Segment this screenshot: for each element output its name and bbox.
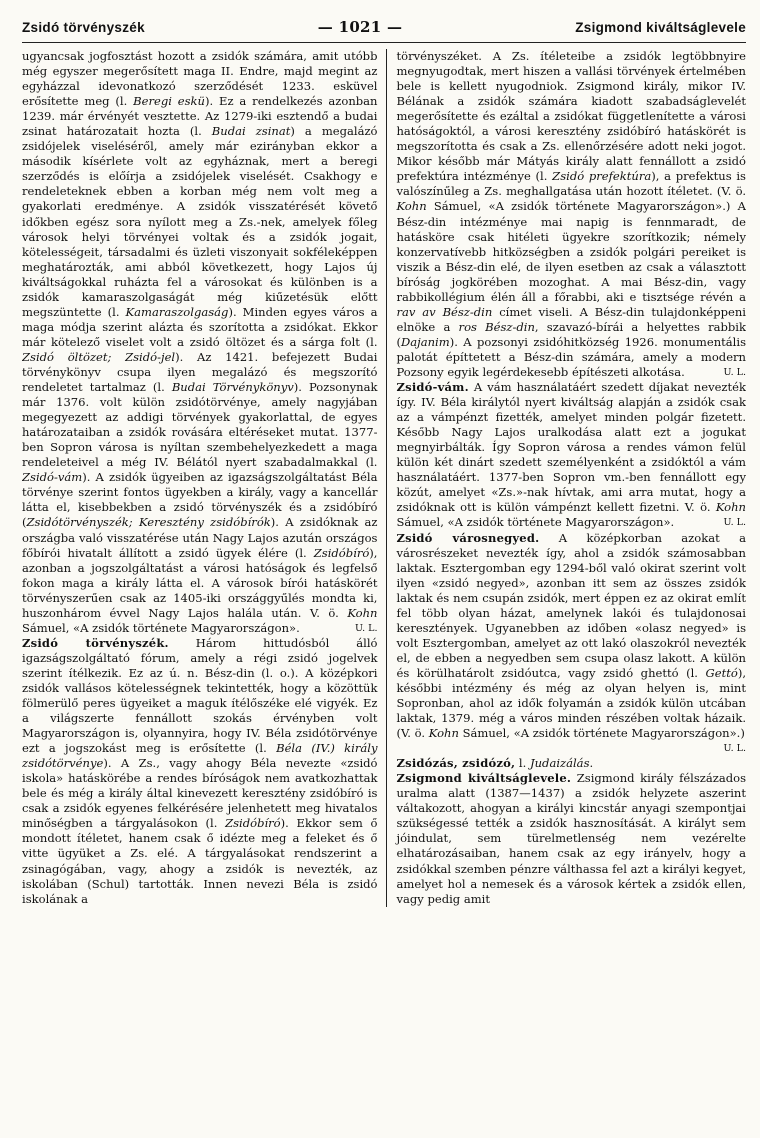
cross-reference: Zsidó öltözet; Zsidó-jel [22, 349, 176, 364]
entry-heading: Zsidózás, zsidózó, [396, 756, 516, 771]
cross-reference: Zsidótörvényszék; Keresztény zsidóbírók [26, 515, 271, 530]
cross-reference: Zsidóbíró [313, 545, 370, 560]
cross-reference: Zsidó-vám [22, 470, 83, 485]
cross-reference: rav av Bész-din [396, 304, 493, 319]
author-name: Kohn [347, 605, 378, 620]
author-signature: U. L. [354, 622, 378, 634]
cross-reference: Zsidó prefektúra [552, 169, 652, 184]
entry-heading: Zsidó-vám. [396, 380, 469, 395]
cross-reference: Budai Törvénykönyv [171, 380, 294, 395]
author-signature: U. L. [723, 743, 746, 755]
entry-continuation: törvényszéket. A Zs. ítéleteibe a zsidók legtöbbnyire megnyugodtak, mert hiszen a vallási törvények értelmében bele is kellett nyugodniok. Zsigmond király, mikor IV. Bélának a zsidók számára kiadott szabadságlevelét megerősítette és ezáltal a zsidókat függetlenítette a városi hatóságoktól, a városi keresztény zsidóbíró hatáskörét is megszorította és csak a Zs. ellenőrzésére adott neki jogot. Mikor később már Mátyás király alatt fennállott a zsidó prefektúra intézménye (l. Zsidó prefektúra), a prefektus is valószínűleg a Zs. meghallgatása után hozott ítéletet. (V. ö. Kohn Sámuel, «A zsidók története Magyarországon».) A Bész-din intézménye mai napig is fennmaradt, de hatásköre csak hitéleti ügyekre szorítkozik; némely konzervatívebb hitközségben a zsidók polgári pereiket is viszik a Bész-din elé, de ilyen esetben az csak a választott bíróság jogkörében mozoghat. A mai Bész-din, vagy rabbikollégium élén áll a főrabbi, aki e tisztsége révén a rav av Bész-din címet viseli. A Bész-din tulajdonképpeni elnöke a ros Bész-din, szavazó-bírái a helyettes rabbik (Dajanim). A pozsonyi zsidóhitközség 1926. monumentális palotát építtetett a Bész-din számára, amely a modern Pozsony egyik legérdekesebb építészeti alkotása. U. L. [396, 49, 746, 379]
running-header [22, 18, 746, 43]
entry-continuation: ugyancsak jogfosztást hozott a zsidók számára, amit utóbb még egyszer megerősített maga II. Endre, majd megint az egyházzal idevonatkozó szerződését 1233. esküvel erősítette meg (l. Beregi eskü). Ez a rendelkezés azonban 1239. már érvényét vesztette. Az 1279-iki esztendő a budai zsinat határozatait hozta (l. Budai zsinat) a megalázó zsidójelek viseléséről, amely már ezirányban ekkor a második kísérlete volt az egyháznak, mert a beregi szerződés is előírja a zsidójelek viselését. Csakhogy e rendeleteknek ebben a korban még nem volt meg a gyakorlati eredménye. A zsidók visszatérését követő időkben egész sora nyílott meg a Zs.-nek, amelyek főleg városok helyi törvényei voltak és a zsidók jogait, kötelességeit, társadalmi és üzleti viszonyait sokféleképpen meghatározták, ami abból következett, hogy Lajos új kiváltságokkal ruházta fel a városokat és különben is a zsidók kamaraszolgaságát még kiűzetésük előtt megszüntette (l. Kamaraszolgaság). Minden egyes város a maga módja szerint alázta és szorította a zsidókat. Ekkor már kötelező viselet volt a zsidó öltözet és a sárga folt (l. Zsidó öltözet; Zsidó-jel). Az 1421. befejezett Budai törvénykönyv csupa ilyen megalázó és megszorító rendeletet tartalmaz (l. Budai Törvénykönyv). Pozsonynak már 1376. volt külön zsidótörvénye, amely nagyjában megegyezett az addigi törvények gyakorlattal, de egyes határozataiban a zsidók rovására eltéréseket mutat. 1377-ben Sopron városa is nyíltan szembehelyezkedett a maga rendeleteivel a még IV. Bélától nyert szabadalmakkal (l. Zsidó-vám). A zsidók ügyeiben az igazságszolgáltatást Béla törvénye szerint fontos ügyekben a király, vagy a kancellár látta el, kisebbekben a zsidó törvényszék és a zsidóbíró (Zsidótörvényszék; Keresztény zsidóbírók). A zsidóknak az országba való visszatérése után Nagy Lajos azután országos főbírói hivatalt állított a zsidó ügyek élére (l. Zsidóbíró), azonban a jogszolgáltatást a városi hatóságok és legfelső fokon maga a király látta el. A városok bírói hatáskörét törvényszerűen csak az 1405-iki országgyűlés mondta ki, huszonhárom évvel Nagy Lajos halála után. V. ö. Kohn Sámuel, «A zsidók története Magyarországon». U. L. [22, 49, 378, 635]
entry-zsidozas: Zsidózás, zsidózó, l. Judaizálás. [396, 756, 594, 771]
left-column [22, 49, 387, 907]
author-signature: U. L. [723, 366, 746, 378]
entry-zsigmond-kivaltsaglevele: Zsigmond kiváltságlevele. Zsigmond király félszázados uralma alatt (1387—1437) a zsidók helyzete aszerint váltakozott, ahogyan a királyi kincstár anyagi szempontjai szükségessé tették a zsidók hasznosítását. A királyt sem jóindulat, sem türelmetlenség nem vezérelte elhatározásaiban, hanem csak az egy irányelv, hogy a zsidókkal szemben pénzre válthassa fel azt a királyi kegyet, amelyet hol a nemesek és a városok kértek a zsidók ellen, vagy pedig amit [396, 771, 746, 906]
entry-heading: Zsidó törvényszék. [22, 635, 169, 650]
header-right-title: Zsigmond kiváltságlevele [575, 20, 746, 35]
cross-reference: Dajanim [401, 334, 450, 349]
entry-zsido-vam: Zsidó-vám. A vám használatáért szedett díjakat nevezték így. IV. Béla királytól nyert kiváltság alapján a zsidók csak az a vámpénzt fizették, amelyet minden polgár fizetett. Később Nagy Lajos uralkodása alatt ezt a jogukat megnyirbálták. Így Sopron városa a rendes vámon felül külön két dinárt szedett személyenként a zsidóktól a vám használatáért. 1377-ben Sopron vm.-ben fennállott egy közút, amelyet «Zs.»-nak hívtak, ami arra mutat, hogy a zsidóknak ott is külön vámpénzt kellett fizetni. V. ö. Kohn Sámuel, «A zsidók története Magyarországon». U. L. [396, 380, 746, 530]
right-column [387, 49, 746, 907]
entry-heading: Zsigmond kiváltságlevele. [396, 771, 572, 786]
entry-zsido-torvenyszek: Zsidó törvényszék. Három hittudósból álló igazságszolgáltató fórum, amely a régi zsidó jogelvek szerint ítélkezik. Ez az ú. n. Bész-din (l. o.). A középkori zsidók vallásos kötelességnek tekintették, hogy a közöttük fölmerülő peres ügyeiket a maguk ítélőszéke elé vigyék. Ez a világszerte fennállott szokás érvényben volt Magyarországon is, olyannyira, hogy IV. Béla zsidótörvénye ezt a jogszokást meg is erősítette (l. Béla (IV.) király zsidótörvénye). A Zs., vagy ahogy Béla nevezte «zsidó iskola» hatáskörébe a rendes bíróságok nem avatkozhattak bele és még a király által kinevezett keresztény zsidóbíró is csak a zsidók egyenes felkérésére jelenhetett meg hivatalos minőségben a tárgyalásokon (l. Zsidóbíró). Ekkor sem ő mondott ítéletet, hanem csak ő idézte meg a feleket és ő vitte ügyüket a Zs. elé. A tárgyalásokat rendszerint a zsinagógában, vagy, ahogy a zsidók is nevezték, az iskolában (Schul) tartották. Innen nevezi Béla is zsidó iskolának a [22, 635, 378, 906]
author-name: Kohn [396, 199, 427, 214]
entry-heading: Zsidó városnegyed. [396, 530, 540, 545]
cross-reference: Zsidóbíró [225, 816, 281, 831]
header-left-title: Zsidó törvényszék [22, 20, 145, 35]
cross-reference: Kamaraszolgaság [125, 304, 229, 319]
cross-reference: Béla (IV.) király zsidótörvénye [22, 741, 378, 771]
entry-zsido-varosnegyed: Zsidó városnegyed. A középkorban azokat a városrészeket nevezték így, ahol a zsidók számosabban laktak. Esztergomban egy 1294-ből való okirat szerint volt ilyen «zsidó negyed», azonban itt sem az összes zsidók laktak és nem csupán zsidók, mert éppen ez az okirat említ fel több olyan házat, amelynek lakói és tulajdonosai keresztények. Ugyanebben az időben «olasz negyed» is volt Esztergomban, amelyet az ott lakó olaszokról nevezték el, de ebben a negyedben sem csupa olasz lakott. A külön és körülhatárolt zsidóutca, vagy zsidó ghettó (l. Gettó), későbbi intézmény és még az olyan helyen is, mint Sopronban, ahol az idők folyamán a zsidók külön utcában laktak, 1379. még a város minden részében voltak házaik. (V. ö. Kohn Sámuel, «A zsidók története Magyarországon».) U. L. [396, 531, 746, 742]
author-name: Kohn [428, 726, 459, 741]
cross-reference: Gettó [705, 665, 738, 680]
cross-reference: Judaizálás [529, 756, 590, 771]
author-signature: U. L. [723, 517, 746, 529]
cross-reference: Budai zsinat [211, 124, 291, 139]
cross-reference: Beregi eskü [133, 94, 205, 109]
page-number: — 1021 — [317, 18, 403, 36]
author-name: Kohn [715, 500, 746, 515]
cross-reference: ros Bész-din [458, 319, 535, 334]
two-column-body [22, 49, 746, 907]
